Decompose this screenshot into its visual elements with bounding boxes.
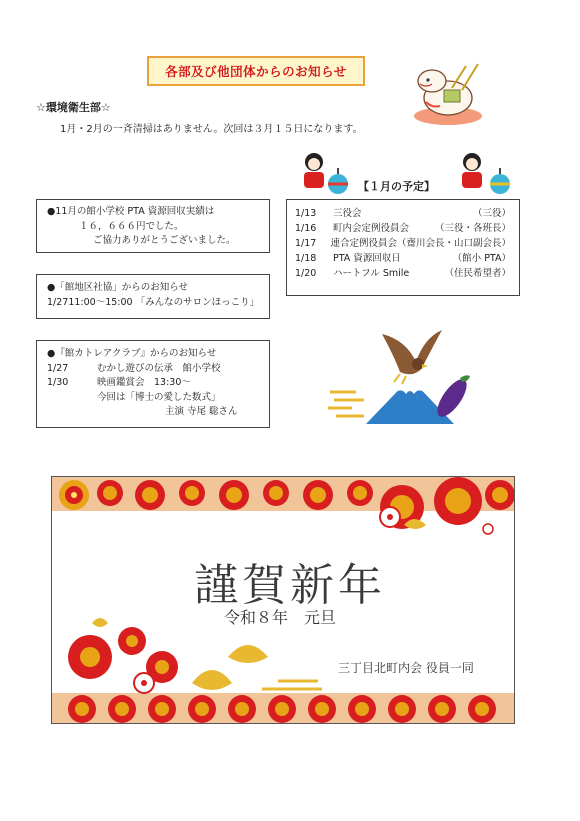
cattleya-row	[47, 376, 259, 391]
cattleya-date: 1/30	[47, 377, 69, 388]
schedule-event: 町内会定例役員会	[333, 223, 410, 234]
pta-result-amount: １６，６６６円でした。	[79, 220, 184, 232]
cattleya-text: 映画鑑賞会 13:30～	[97, 377, 191, 388]
schedule-row	[295, 221, 511, 236]
floral-border-bottom	[52, 613, 514, 723]
schedule-box	[286, 199, 520, 296]
greeting-signature: 三丁目北町内会 役員一同	[338, 661, 474, 675]
pta-result-thanks: ご協力ありがとうございました。	[93, 235, 236, 246]
cattleya-cast: 主演 寺尾 聡さん	[165, 406, 238, 417]
kokeshi-doll-icon-left	[298, 150, 360, 198]
cattleya-box	[36, 340, 270, 428]
shakyo-row	[47, 296, 259, 311]
shakyo-detail: 11:00～15:00 「みんなのサロンほっこり」	[68, 296, 260, 308]
floral-border-top	[52, 477, 514, 539]
shakyo-heading: ●「館地区社協」からのお知らせ	[47, 282, 189, 293]
cattleya-heading: ●『館カトレアクラブ』からのお知らせ	[47, 348, 217, 359]
schedule-date: 1/16	[295, 223, 317, 234]
schedule-row	[295, 266, 511, 281]
cattleya-movie-title: 今回は「博士の愛した数式」	[97, 391, 221, 403]
schedule-date: 1/20	[295, 268, 317, 279]
cattleya-text: むかし遊びの伝承 館小学校	[97, 362, 221, 374]
schedule-date: 1/13	[295, 208, 317, 219]
schedule-event: 連合定例役員会（齋川会長・山口副会長）	[330, 238, 511, 249]
schedule-heading: 【１月の予定】	[358, 180, 435, 193]
schedule-date: 1/18	[295, 253, 317, 264]
environment-notice: 1月・2月の一斉清掃はありません。次回は３月１５日になります。	[60, 124, 363, 135]
greeting-date: 令和８年 元旦	[224, 608, 337, 627]
schedule-row	[295, 236, 511, 251]
environment-heading: ☆環境衛生部☆	[36, 101, 111, 114]
new-year-greeting-card	[51, 476, 515, 724]
shakyo-box	[36, 274, 270, 319]
cattleya-row	[47, 362, 259, 377]
page-title: 各部及び他団体からのお知らせ	[147, 56, 365, 86]
schedule-row	[295, 206, 511, 221]
cattleya-date: 1/27	[47, 362, 69, 374]
shakyo-date: 1/27	[47, 296, 69, 308]
zodiac-figure-illustration	[406, 58, 496, 130]
schedule-who: （三役・各班長）	[434, 223, 511, 234]
schedule-who: （住民希望者）	[444, 268, 511, 279]
schedule-who: （館小 PTA）	[452, 253, 511, 264]
schedule-row	[295, 251, 511, 266]
schedule-event: ハートフル Smile	[333, 268, 410, 279]
schedule-who: （三役）	[472, 208, 511, 219]
schedule-date: 1/17	[295, 238, 317, 249]
kokeshi-doll-icon-right	[454, 150, 520, 198]
pta-result-box	[36, 199, 270, 253]
pta-result-line: ●11月の館小学校 PTA 資源回収実績は	[47, 206, 215, 217]
schedule-event: PTA 資源回収日	[333, 253, 401, 264]
schedule-event: 三役会	[333, 208, 362, 219]
hawk-fuji-eggplant-illustration	[326, 320, 486, 428]
greeting-title: 謹賀新年	[194, 560, 386, 611]
